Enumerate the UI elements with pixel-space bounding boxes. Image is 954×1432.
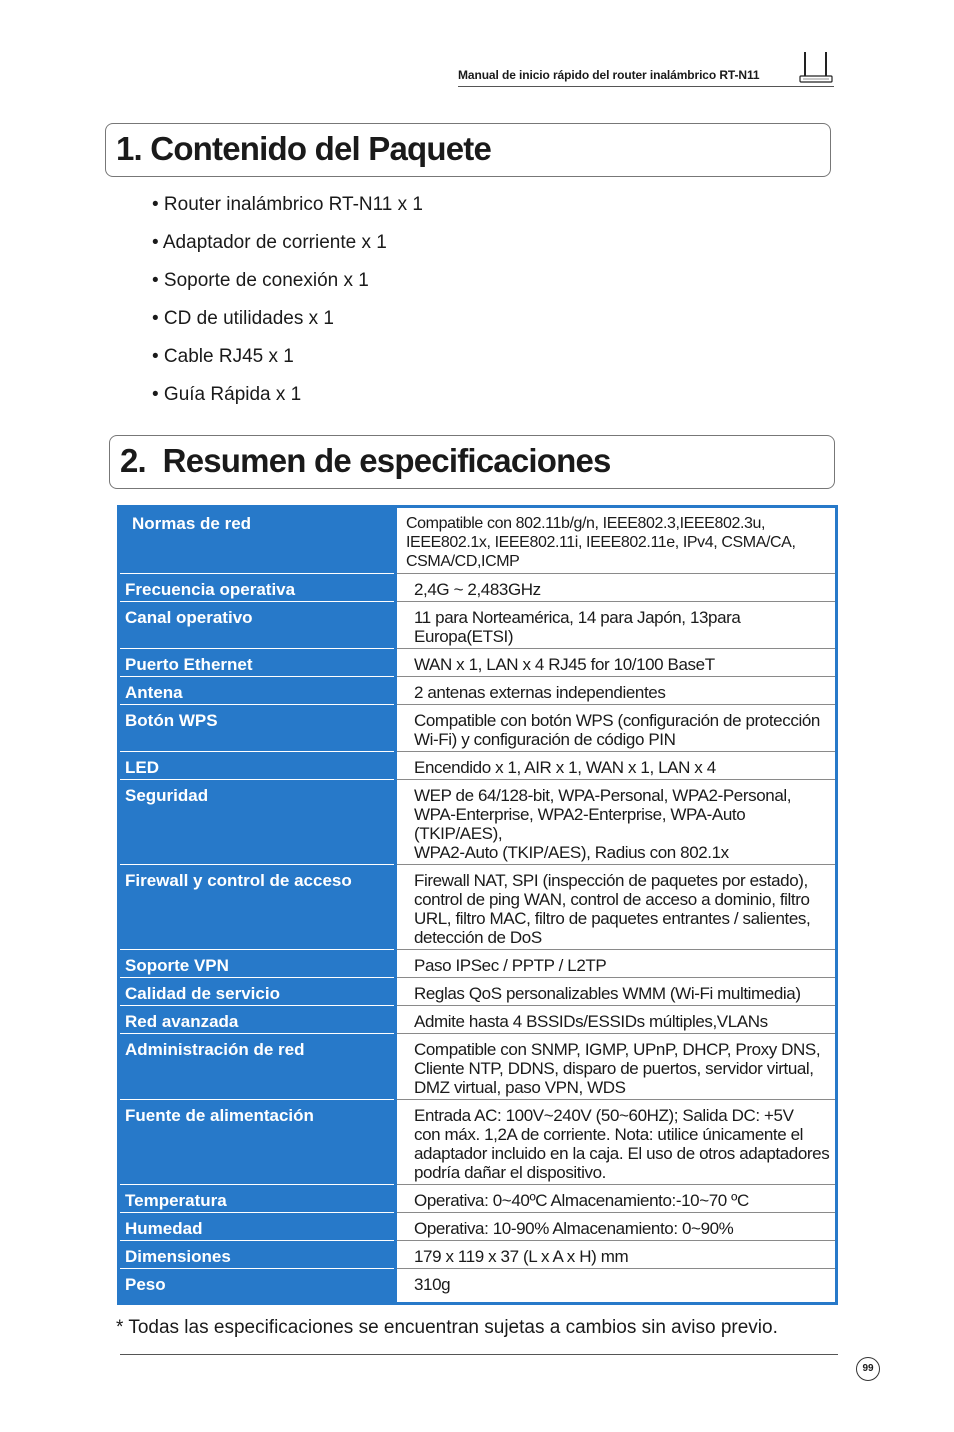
table-row — [119, 574, 837, 602]
spec-value — [396, 574, 837, 602]
table-row — [119, 1269, 837, 1304]
section-2-title: 2. Resumen de especificaciones — [120, 442, 611, 479]
table-row — [119, 1213, 837, 1241]
table-row — [119, 602, 837, 649]
spec-value-line: CSMA/CD,ICMP — [406, 553, 520, 570]
list-item: • Cable RJ45 x 1 — [152, 346, 294, 367]
spec-label: Normas de red — [119, 507, 396, 574]
spec-value — [396, 649, 837, 677]
spec-value-line: URL, filtro MAC, filtro de paquetes entrantes / salientes, — [414, 909, 811, 928]
section-1-title: 1. Contenido del Paquete — [116, 130, 492, 167]
spec-value-line: Wi-Fi) y configuración de código PIN — [414, 730, 676, 749]
spec-value-line: Cliente NTP, DDNS, disparo de puertos, servidor virtual, — [414, 1059, 814, 1078]
spec-value-line: WAN x 1, LAN x 4 RJ45 for 10/100 BaseT — [414, 655, 715, 674]
section-2-box — [109, 435, 835, 489]
spec-label: Red avanzada — [119, 1006, 396, 1034]
spec-label: Puerto Ethernet — [119, 649, 396, 677]
spec-label: Seguridad — [119, 780, 396, 865]
spec-value-line: detección de DoS — [414, 928, 542, 947]
spec-value — [396, 1269, 837, 1304]
spec-label: Soporte VPN — [119, 950, 396, 978]
spec-value — [396, 950, 837, 978]
section-1-box — [105, 123, 831, 177]
spec-value-line: WEP de 64/128-bit, WPA-Personal, WPA2-Personal, — [414, 786, 792, 805]
router-icon — [798, 48, 834, 88]
spec-value-line: Compatible con botón WPS (configuración de protección — [414, 711, 820, 730]
table-row — [119, 1185, 837, 1213]
spec-value — [396, 1006, 837, 1034]
spec-value-line: DMZ virtual, paso VPN, WDS — [414, 1078, 626, 1097]
spec-value-line: adaptador incluido en la caja. El uso de otros adaptadores — [414, 1144, 830, 1163]
spec-value-line: Operativa: 10-90% Almacenamiento: 0~90% — [414, 1219, 734, 1238]
footer-rule — [120, 1354, 838, 1355]
spec-label: Humedad — [119, 1213, 396, 1241]
spec-value — [396, 705, 837, 752]
spec-value — [396, 507, 837, 574]
spec-value-line: podría dañar el dispositivo. — [414, 1163, 606, 1182]
spec-value-line: control de ping WAN, control de acceso a dominio, filtro — [414, 890, 810, 909]
table-row — [119, 649, 837, 677]
spec-value — [396, 1241, 837, 1269]
spec-value-line: Encendido x 1, AIR x 1, WAN x 1, LAN x 4 — [414, 758, 716, 777]
spec-label: Calidad de servicio — [119, 978, 396, 1006]
spec-value-line: 2,4G ~ 2,483GHz — [414, 580, 541, 599]
spec-value-line: con máx. 1,2A de corriente. Nota: utilice únicamente el — [414, 1125, 804, 1144]
table-row — [119, 1241, 837, 1269]
table-row — [119, 978, 837, 1006]
spec-label: Antena — [119, 677, 396, 705]
spec-value — [396, 1034, 837, 1100]
spec-value-line: Compatible con 802.11b/g/n, IEEE802.3,IEEE802.3u, — [406, 515, 766, 532]
spec-value — [396, 978, 837, 1006]
list-item: • Guía Rápida x 1 — [152, 384, 302, 405]
spec-label: Canal operativo — [119, 602, 396, 649]
table-row — [119, 950, 837, 978]
spec-value — [396, 780, 837, 865]
spec-label: LED — [119, 752, 396, 780]
spec-value — [396, 602, 837, 649]
spec-label: Fuente de alimentación — [119, 1100, 396, 1185]
table-row — [119, 780, 837, 865]
spec-value — [396, 865, 837, 950]
spec-value-line: IEEE802.1x, IEEE802.11i, IEEE802.11e, IPv4, CSMA/CA, — [406, 534, 796, 551]
spec-value-line: WPA2-Auto (TKIP/AES), Radius con 802.1x — [414, 843, 729, 862]
spec-value — [396, 1185, 837, 1213]
running-header: Manual de inicio rápido del router inalámbrico RT-N11 — [458, 68, 760, 82]
table-row — [119, 705, 837, 752]
spec-label: Firewall y control de acceso — [119, 865, 396, 950]
spec-value-line: Reglas QoS personalizables WMM (Wi-Fi multimedia) — [414, 984, 801, 1003]
spec-value-line: 179 x 119 x 37 (L x A x H) mm — [414, 1247, 629, 1266]
table-row — [119, 1100, 837, 1185]
spec-label: Peso — [119, 1269, 396, 1304]
table-row — [119, 507, 837, 574]
spec-label: Frecuencia operativa — [119, 574, 396, 602]
spec-value — [396, 1100, 837, 1185]
table-row — [119, 752, 837, 780]
spec-value — [396, 1213, 837, 1241]
spec-value-line: Paso IPSec / PPTP / L2TP — [414, 956, 607, 975]
spec-value-line: 310g — [414, 1275, 451, 1294]
list-item: • Adaptador de corriente x 1 — [152, 232, 387, 253]
page-number: 99 — [856, 1357, 880, 1381]
disclaimer-note: * Todas las especificaciones se encuentran sujetas a cambios sin aviso previo. — [116, 1317, 778, 1338]
spec-value-line: WPA-Enterprise, WPA2-Enterprise, WPA-Auto (TKIP/AES), — [414, 805, 746, 843]
spec-value-line: Admite hasta 4 BSSIDs/ESSIDs múltiples,VLANs — [414, 1012, 768, 1031]
list-item: • CD de utilidades x 1 — [152, 308, 334, 329]
spec-label: Administración de red — [119, 1034, 396, 1100]
spec-value-line: Firewall NAT, SPI (inspección de paquetes por estado), — [414, 871, 808, 890]
spec-value-line: Operativa: 0~40ºC Almacenamiento:-10~70 ºC — [414, 1191, 749, 1210]
specifications-table — [117, 505, 838, 1305]
header-rule — [458, 86, 834, 87]
spec-value-line: Entrada AC: 100V~240V (50~60HZ); Salida DC: +5V — [414, 1106, 794, 1125]
table-row — [119, 677, 837, 705]
list-item: • Router inalámbrico RT-N11 x 1 — [152, 194, 424, 215]
table-row — [119, 865, 837, 950]
spec-value-line: Compatible con SNMP, IGMP, UPnP, DHCP, Proxy DNS, — [414, 1040, 821, 1059]
package-contents-list — [152, 193, 423, 421]
spec-value — [396, 752, 837, 780]
list-item: • Soporte de conexión x 1 — [152, 270, 369, 291]
spec-label: Botón WPS — [119, 705, 396, 752]
spec-value — [396, 677, 837, 705]
spec-value-line: 11 para Norteamérica, 14 para Japón, 13para Europa(ETSI) — [414, 608, 741, 646]
spec-label: Dimensiones — [119, 1241, 396, 1269]
table-row — [119, 1034, 837, 1100]
table-row — [119, 1006, 837, 1034]
spec-label: Temperatura — [119, 1185, 396, 1213]
spec-value-line: 2 antenas externas independientes — [414, 683, 666, 702]
